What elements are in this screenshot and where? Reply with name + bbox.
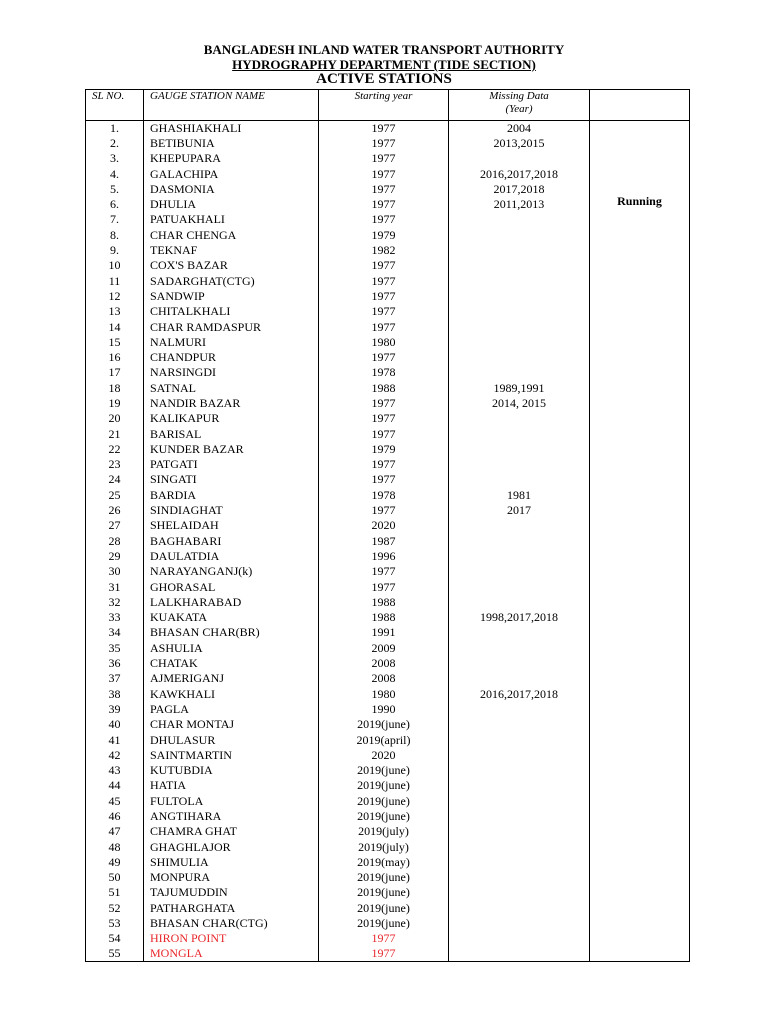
starting-year-cell: 1977 — [319, 136, 449, 151]
missing-data-cell — [449, 916, 590, 931]
station-name-cell: PATUAKHALI — [144, 212, 319, 227]
station-name-cell: CHATAK — [144, 656, 319, 671]
starting-year-cell: 2019(june) — [319, 717, 449, 732]
missing-data-cell: 2017,2018 — [449, 182, 590, 197]
station-name-cell: MONGLA — [144, 947, 319, 962]
starting-year-cell: 2019(june) — [319, 763, 449, 778]
sl-cell: 11 — [86, 273, 144, 288]
sl-cell: 52 — [86, 901, 144, 916]
station-name-cell: PATHARGHATA — [144, 901, 319, 916]
missing-data-cell: 2011,2013 — [449, 197, 590, 212]
station-name-cell: BARDIA — [144, 488, 319, 503]
starting-year-cell: 2019(june) — [319, 870, 449, 885]
missing-data-cell — [449, 641, 590, 656]
starting-year-cell: 2009 — [319, 641, 449, 656]
starting-year-cell: 1988 — [319, 381, 449, 396]
station-name-cell: CHAR MONTAJ — [144, 717, 319, 732]
sl-cell: 48 — [86, 839, 144, 854]
sl-cell: 50 — [86, 870, 144, 885]
station-name-cell: CHANDPUR — [144, 350, 319, 365]
missing-data-cell — [449, 411, 590, 426]
station-name-cell: SANDWIP — [144, 289, 319, 304]
starting-year-cell: 1979 — [319, 442, 449, 457]
missing-data-cell — [449, 901, 590, 916]
column-header-starting-year: Starting year — [319, 90, 449, 121]
sl-cell: 40 — [86, 717, 144, 732]
starting-year-cell: 2019(may) — [319, 855, 449, 870]
missing-data-cell — [449, 350, 590, 365]
sl-cell: 12 — [86, 289, 144, 304]
starting-year-cell: 2019(july) — [319, 839, 449, 854]
missing-data-cell: 2013,2015 — [449, 136, 590, 151]
station-name-cell: KUTUBDIA — [144, 763, 319, 778]
missing-data-cell — [449, 151, 590, 166]
station-name-cell: GHAGHLAJOR — [144, 839, 319, 854]
starting-year-cell: 2020 — [319, 748, 449, 763]
missing-data-cell: 2017 — [449, 503, 590, 518]
starting-year-cell: 1980 — [319, 686, 449, 701]
sl-cell: 5. — [86, 182, 144, 197]
sl-cell: 8. — [86, 228, 144, 243]
sl-cell: 16 — [86, 350, 144, 365]
station-name-cell: NALMURI — [144, 335, 319, 350]
sl-cell: 38 — [86, 686, 144, 701]
missing-data-cell — [449, 289, 590, 304]
missing-data-cell — [449, 426, 590, 441]
station-name-cell: KALIKAPUR — [144, 411, 319, 426]
station-name-cell: NANDIR BAZAR — [144, 396, 319, 411]
missing-data-header-text: Missing Data (Year) — [489, 90, 549, 115]
stations-table — [85, 89, 690, 962]
starting-year-cell: 1977 — [319, 273, 449, 288]
sl-cell: 37 — [86, 671, 144, 686]
starting-year-cell: 1977 — [319, 411, 449, 426]
sl-cell: 51 — [86, 885, 144, 900]
missing-data-cell — [449, 442, 590, 457]
column-header-missing-data — [449, 90, 590, 121]
station-name-cell: SINGATI — [144, 472, 319, 487]
station-name-cell: PAGLA — [144, 702, 319, 717]
starting-year-cell: 1977 — [319, 304, 449, 319]
station-name-cell: FULTOLA — [144, 794, 319, 809]
station-name-cell: KHEPUPARA — [144, 151, 319, 166]
sl-cell: 1. — [86, 121, 144, 136]
missing-data-cell — [449, 656, 590, 671]
station-name-cell: ANGTIHARA — [144, 809, 319, 824]
station-name-cell: SHIMULIA — [144, 855, 319, 870]
station-name-cell: SHELAIDAH — [144, 518, 319, 533]
starting-year-cell: 1977 — [319, 579, 449, 594]
sl-cell: 15 — [86, 335, 144, 350]
starting-year-cell: 1977 — [319, 197, 449, 212]
sl-cell: 14 — [86, 319, 144, 334]
missing-data-cell — [449, 472, 590, 487]
sl-cell: 30 — [86, 564, 144, 579]
sl-cell: 23 — [86, 457, 144, 472]
sl-cell: 6. — [86, 197, 144, 212]
starting-year-cell: 2019(june) — [319, 901, 449, 916]
starting-year-cell: 1978 — [319, 365, 449, 380]
station-name-cell: ASHULIA — [144, 641, 319, 656]
table-row — [86, 121, 690, 136]
starting-year-cell: 2019(june) — [319, 794, 449, 809]
starting-year-cell: 1988 — [319, 595, 449, 610]
starting-year-cell: 1977 — [319, 166, 449, 181]
sl-cell: 13 — [86, 304, 144, 319]
missing-data-cell — [449, 778, 590, 793]
sl-cell: 2. — [86, 136, 144, 151]
starting-year-cell: 1977 — [319, 396, 449, 411]
station-name-cell: DHULASUR — [144, 732, 319, 747]
missing-data-cell — [449, 564, 590, 579]
missing-data-cell — [449, 534, 590, 549]
sl-cell: 9. — [86, 243, 144, 258]
sl-cell: 17 — [86, 365, 144, 380]
starting-year-cell: 2019(april) — [319, 732, 449, 747]
missing-data-cell — [449, 931, 590, 946]
sl-cell: 25 — [86, 488, 144, 503]
starting-year-cell: 1977 — [319, 289, 449, 304]
sl-cell: 45 — [86, 794, 144, 809]
missing-data-cell: 1981 — [449, 488, 590, 503]
starting-year-cell: 1977 — [319, 319, 449, 334]
starting-year-cell: 1977 — [319, 350, 449, 365]
missing-data-cell — [449, 258, 590, 273]
column-header-status — [590, 90, 690, 121]
authority-title: BANGLADESH INLAND WATER TRANSPORT AUTHORITY — [203, 42, 565, 57]
station-name-cell: NARAYANGANJ(k) — [144, 564, 319, 579]
sl-cell: 19 — [86, 396, 144, 411]
missing-data-cell — [449, 212, 590, 227]
station-name-cell: LALKHARABAD — [144, 595, 319, 610]
station-name-cell: PATGATI — [144, 457, 319, 472]
starting-year-cell: 1990 — [319, 702, 449, 717]
missing-data-cell — [449, 732, 590, 747]
station-name-cell: GHASHIAKHALI — [144, 121, 319, 136]
missing-data-cell — [449, 855, 590, 870]
station-name-cell: KAWKHALI — [144, 686, 319, 701]
sl-cell: 36 — [86, 656, 144, 671]
sl-cell: 35 — [86, 641, 144, 656]
missing-data-cell: 2004 — [449, 121, 590, 136]
starting-year-cell: 1991 — [319, 625, 449, 640]
missing-data-cell — [449, 304, 590, 319]
station-name-cell: SINDIAGHAT — [144, 503, 319, 518]
missing-data-cell — [449, 839, 590, 854]
starting-year-cell: 1977 — [319, 258, 449, 273]
station-name-cell: TEKNAF — [144, 243, 319, 258]
department-title: HYDROGRAPHY DEPARTMENT (TIDE SECTION) — [232, 57, 536, 72]
station-name-cell: BETIBUNIA — [144, 136, 319, 151]
starting-year-cell: 1977 — [319, 564, 449, 579]
station-name-cell: TAJUMUDDIN — [144, 885, 319, 900]
missing-data-cell — [449, 794, 590, 809]
starting-year-cell: 1977 — [319, 212, 449, 227]
missing-data-cell — [449, 319, 590, 334]
sl-cell: 43 — [86, 763, 144, 778]
starting-year-cell: 1977 — [319, 121, 449, 136]
sl-cell: 47 — [86, 824, 144, 839]
missing-data-cell — [449, 625, 590, 640]
missing-data-cell — [449, 228, 590, 243]
missing-data-cell: 1989,1991 — [449, 381, 590, 396]
starting-year-cell: 1977 — [319, 472, 449, 487]
sl-cell: 28 — [86, 534, 144, 549]
starting-year-cell: 1977 — [319, 182, 449, 197]
sl-cell: 53 — [86, 916, 144, 931]
station-name-cell: SATNAL — [144, 381, 319, 396]
sl-cell: 44 — [86, 778, 144, 793]
sl-cell: 27 — [86, 518, 144, 533]
station-name-cell: DHULIA — [144, 197, 319, 212]
missing-data-cell — [449, 365, 590, 380]
station-name-cell: CHAR RAMDASPUR — [144, 319, 319, 334]
station-name-cell: HATIA — [144, 778, 319, 793]
sl-cell: 22 — [86, 442, 144, 457]
station-name-cell: SADARGHAT(CTG) — [144, 273, 319, 288]
missing-data-cell — [449, 748, 590, 763]
station-name-cell: CHAMRA GHAT — [144, 824, 319, 839]
starting-year-cell: 1982 — [319, 243, 449, 258]
station-name-cell: CHITALKHALI — [144, 304, 319, 319]
sl-cell: 34 — [86, 625, 144, 640]
missing-data-cell: 1998,2017,2018 — [449, 610, 590, 625]
missing-data-cell — [449, 335, 590, 350]
sl-cell: 41 — [86, 732, 144, 747]
sl-cell: 18 — [86, 381, 144, 396]
missing-data-cell — [449, 671, 590, 686]
starting-year-cell: 2019(june) — [319, 809, 449, 824]
station-name-cell: MONPURA — [144, 870, 319, 885]
sl-cell: 31 — [86, 579, 144, 594]
missing-data-cell — [449, 809, 590, 824]
missing-data-cell — [449, 763, 590, 778]
column-header-station-name: GAUGE STATION NAME — [144, 90, 319, 121]
missing-data-cell — [449, 549, 590, 564]
station-name-cell: GHORASAL — [144, 579, 319, 594]
sl-cell: 21 — [86, 426, 144, 441]
missing-data-cell — [449, 947, 590, 962]
sl-cell: 10 — [86, 258, 144, 273]
station-name-cell: BHASAN CHAR(CTG) — [144, 916, 319, 931]
missing-data-cell — [449, 273, 590, 288]
page-title: ACTIVE STATIONS — [316, 71, 452, 87]
station-name-cell: DASMONIA — [144, 182, 319, 197]
sl-cell: 39 — [86, 702, 144, 717]
column-header-sl-no: SL NO. — [86, 90, 144, 121]
station-name-cell: DAULATDIA — [144, 549, 319, 564]
station-name-cell: AJMERIGANJ — [144, 671, 319, 686]
missing-data-cell — [449, 579, 590, 594]
starting-year-cell: 1977 — [319, 457, 449, 472]
station-name-cell: SAINTMARTIN — [144, 748, 319, 763]
starting-year-cell: 1977 — [319, 947, 449, 962]
status-cell: Running — [590, 121, 690, 962]
sl-cell: 33 — [86, 610, 144, 625]
station-name-cell: CHAR CHENGA — [144, 228, 319, 243]
starting-year-cell: 1977 — [319, 503, 449, 518]
starting-year-cell: 1996 — [319, 549, 449, 564]
starting-year-cell: 2019(july) — [319, 824, 449, 839]
station-name-cell: BAGHABARI — [144, 534, 319, 549]
sl-cell: 7. — [86, 212, 144, 227]
starting-year-cell: 1977 — [319, 931, 449, 946]
station-name-cell: KUNDER BAZAR — [144, 442, 319, 457]
sl-cell: 46 — [86, 809, 144, 824]
table-body — [86, 121, 690, 962]
missing-data-cell — [449, 518, 590, 533]
station-name-cell: COX'S BAZAR — [144, 258, 319, 273]
sl-cell: 54 — [86, 931, 144, 946]
starting-year-cell: 2019(june) — [319, 778, 449, 793]
missing-data-cell — [449, 457, 590, 472]
missing-data-cell — [449, 595, 590, 610]
starting-year-cell: 2008 — [319, 656, 449, 671]
starting-year-cell: 1977 — [319, 151, 449, 166]
missing-data-cell — [449, 243, 590, 258]
station-name-cell: NARSINGDI — [144, 365, 319, 380]
starting-year-cell: 2019(june) — [319, 885, 449, 900]
sl-cell: 55 — [86, 947, 144, 962]
missing-data-cell — [449, 885, 590, 900]
sl-cell: 32 — [86, 595, 144, 610]
station-name-cell: GALACHIPA — [144, 166, 319, 181]
starting-year-cell: 1978 — [319, 488, 449, 503]
starting-year-cell: 1977 — [319, 426, 449, 441]
sl-cell: 4. — [86, 166, 144, 181]
starting-year-cell: 2020 — [319, 518, 449, 533]
station-name-cell: KUAKATA — [144, 610, 319, 625]
station-name-cell: BARISAL — [144, 426, 319, 441]
missing-data-cell — [449, 824, 590, 839]
missing-data-cell — [449, 717, 590, 732]
missing-data-cell: 2016,2017,2018 — [449, 166, 590, 181]
sl-cell: 42 — [86, 748, 144, 763]
sl-cell: 49 — [86, 855, 144, 870]
starting-year-cell: 2019(june) — [319, 916, 449, 931]
starting-year-cell: 1980 — [319, 335, 449, 350]
starting-year-cell: 1979 — [319, 228, 449, 243]
sl-cell: 26 — [86, 503, 144, 518]
sl-cell: 3. — [86, 151, 144, 166]
starting-year-cell: 1988 — [319, 610, 449, 625]
sl-cell: 24 — [86, 472, 144, 487]
starting-year-cell: 2008 — [319, 671, 449, 686]
starting-year-cell: 1987 — [319, 534, 449, 549]
missing-data-cell — [449, 702, 590, 717]
station-name-cell: HIRON POINT — [144, 931, 319, 946]
missing-data-cell: 2016,2017,2018 — [449, 686, 590, 701]
sl-cell: 20 — [86, 411, 144, 426]
sl-cell: 29 — [86, 549, 144, 564]
missing-data-cell: 2014, 2015 — [449, 396, 590, 411]
station-name-cell: BHASAN CHAR(BR) — [144, 625, 319, 640]
table-header-row — [86, 90, 690, 121]
missing-data-cell — [449, 870, 590, 885]
